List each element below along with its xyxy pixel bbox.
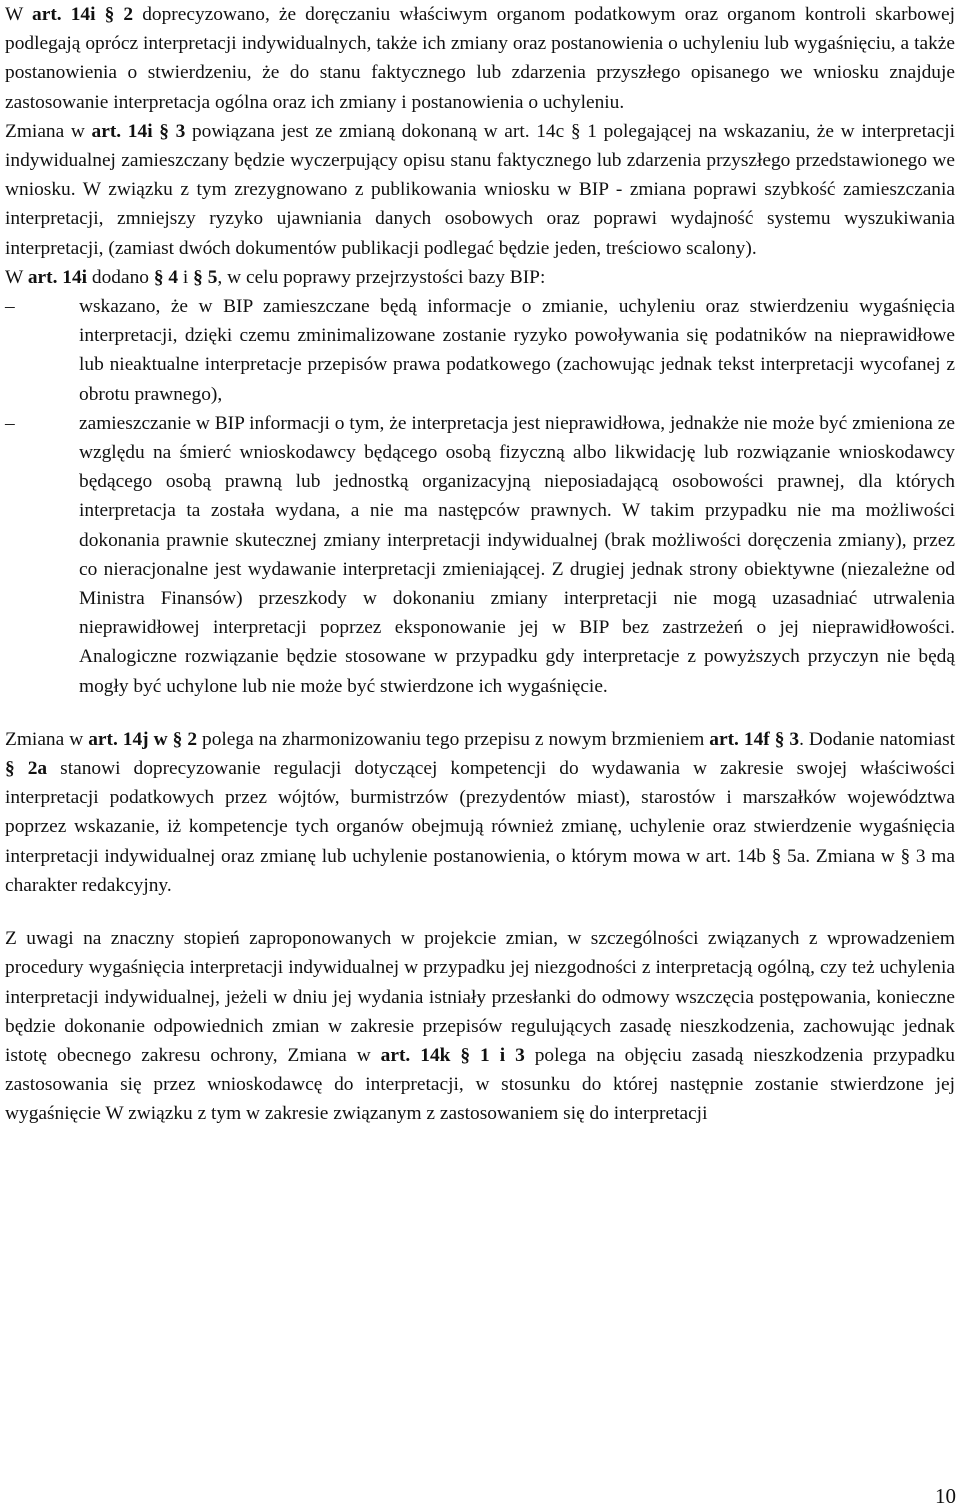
- dash-bullet: –: [5, 296, 15, 318]
- text-run: Zmiana w: [5, 728, 89, 750]
- bold-reference: § 1 i 3: [460, 1044, 525, 1066]
- bold-reference: art. 14f § 3: [709, 728, 800, 750]
- bold-reference: § 2a: [5, 758, 48, 780]
- text-run: [96, 4, 105, 25]
- bip-changes-list: [5, 292, 955, 701]
- text-run: W: [5, 4, 33, 25]
- bold-reference: § 4: [153, 266, 179, 288]
- paragraph-art-14i-par-4-5: [5, 263, 955, 292]
- paragraph-art-14k: [5, 924, 955, 1128]
- text-run: Zmiana w: [5, 120, 92, 142]
- bold-reference: art. 14j: [88, 728, 149, 750]
- text-run: , w celu poprawy przejrzystości bazy BIP:: [217, 266, 546, 288]
- text-run: W: [5, 266, 28, 288]
- text-run: . Dodanie natomiast: [799, 728, 955, 750]
- document-page: [5, 0, 955, 1129]
- text-run: powiązana jest ze zmianą dokonaną w art. 14c § 1 polegającej na wskazaniu, że w interpretacji indywidualnej zamieszczany będzie wyczerpujący opisu stanu faktycznego lub zdarzenia przyszłego przedstawionego we wniosku. W związku z tym zrezygnowano z publikowania wniosku w BIP - zmiana poprawi szybkość zamieszczania interpretacji, zmniejszy ryzyko ujawniania danych osobowych oraz poprawi wydajność systemu wyszukiwania interpretacji, (zamiast dwóch dokumentów publikacji podlegać będzie jeden, treściowo scalony).: [5, 120, 955, 259]
- text-run: polega na objęciu zasadą nieszkodzenia przypadku zastosowania się przez wnioskodawcę do interpretacji, w stosunku do której następnie zostanie stwierdzone jej wygaśnięcie W związku z tym w zakresie związanym z zastosowaniem się do interpretacji: [5, 1044, 955, 1125]
- text-run: polega na zharmonizowaniu tego przepisu z nowym brzmieniem: [197, 728, 710, 750]
- list-item: [5, 292, 955, 409]
- text-run: Z uwagi na znaczny stopień zaproponowanych w projekcie zmian, w szczególności związanych z wprowadzeniem procedury wygaśnięcia interpretacji indywidualnej w przypadku jej niezgodności z interpretacją ogólną, czy też uchylenia interpretacji indywidualnej, jeżeli w dniu jej wydania istniały przesłanki do odmowy wszczęcia postępowania, konieczne będzie dokonanie odpowiednich zmian w zakresie przepisów regulujących zasadę nieszkodzenia, zachowując jednak istotę obecnego zakresu ochrony, Zmiana w: [5, 928, 955, 1066]
- bold-reference: art. 14k: [380, 1044, 451, 1066]
- bold-reference: § 5: [193, 266, 218, 288]
- bold-reference: § 2: [104, 4, 134, 25]
- text-run: i: [178, 266, 194, 288]
- text-run: stanowi doprecyzowanie regulacji dotyczącej kompetencji do wydawania w zakresie swojej właściwości interpretacji podatkowych przez wójtów, burmistrzów (prezydentów miast), starostów i marszałków województwa poprzez wskazanie, iż kompetencje tych organów obejmują również zmianę, uchylenie oraz stwierdzenie wygaśnięcia interpretacji indywidualnej oraz zmianę lub uchylenie postanowienia, o którym mowa w art. 14b § 5a. Zmiana w § 3 ma charakter redakcyjny.: [5, 758, 956, 896]
- paragraph-art-14i-par-2: [5, 0, 955, 117]
- list-item-text: zamieszczanie w BIP informacji o tym, że interpretacja jest nieprawidłowa, jednakże nie może być zmieniona ze względu na śmierć wnioskodawcy będącego osobą fizyczną albo likwidację lub rozwiązanie wnioskodawcy będącego osobą prawną lub jednostką organizacyjną nieposiadającą osobowości prawnej, dla których interpretacja ta została wydana, a nie ma następców prawnych. W takim przypadku nie ma możliwości dokonania prawnie skutecznej zmiany interpretacji indywidualnej (brak możliwości doręczenia zmiany), przez co nieracjonalne jest wydawanie interpretacji zmieniającej. Z drugiej jednak strony obiektywne (niezależne od Ministra Finansów) przeszkody w dokonaniu zmiany interpretacji nie mogą uzasadniać utrwalenia nieprawidłowej interpretacji poprzez eksponowanie jej w BIP bez zastrzeżeń o jej nieprawidłowości. Analogiczne rozwiązanie będzie stosowane w przypadku gdy interpretacje z powyższych przyczyn nie będą mogły być uchylone lub nie może być stwierdzone ich wygaśnięcie.: [79, 412, 955, 697]
- paragraph-art-14j: [5, 725, 955, 900]
- bold-reference: § 3: [159, 120, 186, 142]
- bold-reference: art. 14i: [32, 4, 96, 25]
- bold-reference: w § 2: [153, 728, 198, 750]
- bold-reference: art. 14i: [91, 120, 153, 142]
- list-item-text: wskazano, że w BIP zamieszczane będą informacje o zmianie, uchyleniu oraz stwierdzeniu wygaśnięcia interpretacji, dzięki czemu zminimalizowane zostanie ryzyko powoływania się podatników na nieprawidłowe lub nieaktualne interpretacje przepisów prawa podatkowego (zachowując jednak tekst interpretacji wycofanej z obrotu prawnego),: [79, 296, 955, 405]
- bold-reference: art. 14i: [27, 266, 88, 288]
- text-run: [450, 1045, 460, 1066]
- text-run: dodano: [87, 266, 154, 288]
- list-item: [5, 409, 955, 701]
- dash-bullet: –: [5, 412, 15, 434]
- text-run: doprecyzowano, że doręczaniu właściwym organom podatkowym oraz organom kontroli skarbowej podlegają oprócz interpretacji indywidualnych, także ich zmiany oraz postanowienia o uchyleniu lub wygaśnięciu, a także postanowienia o stwierdzeniu, że do stanu faktycznego lub zdarzenia przyszłego opisanego we wniosku znajduje zastosowanie interpretacja ogólna oraz ich zmiany i postanowienia o uchyleniu.: [5, 4, 956, 113]
- paragraph-art-14i-par-3: [5, 117, 955, 263]
- page-number: 10: [935, 1484, 956, 1508]
